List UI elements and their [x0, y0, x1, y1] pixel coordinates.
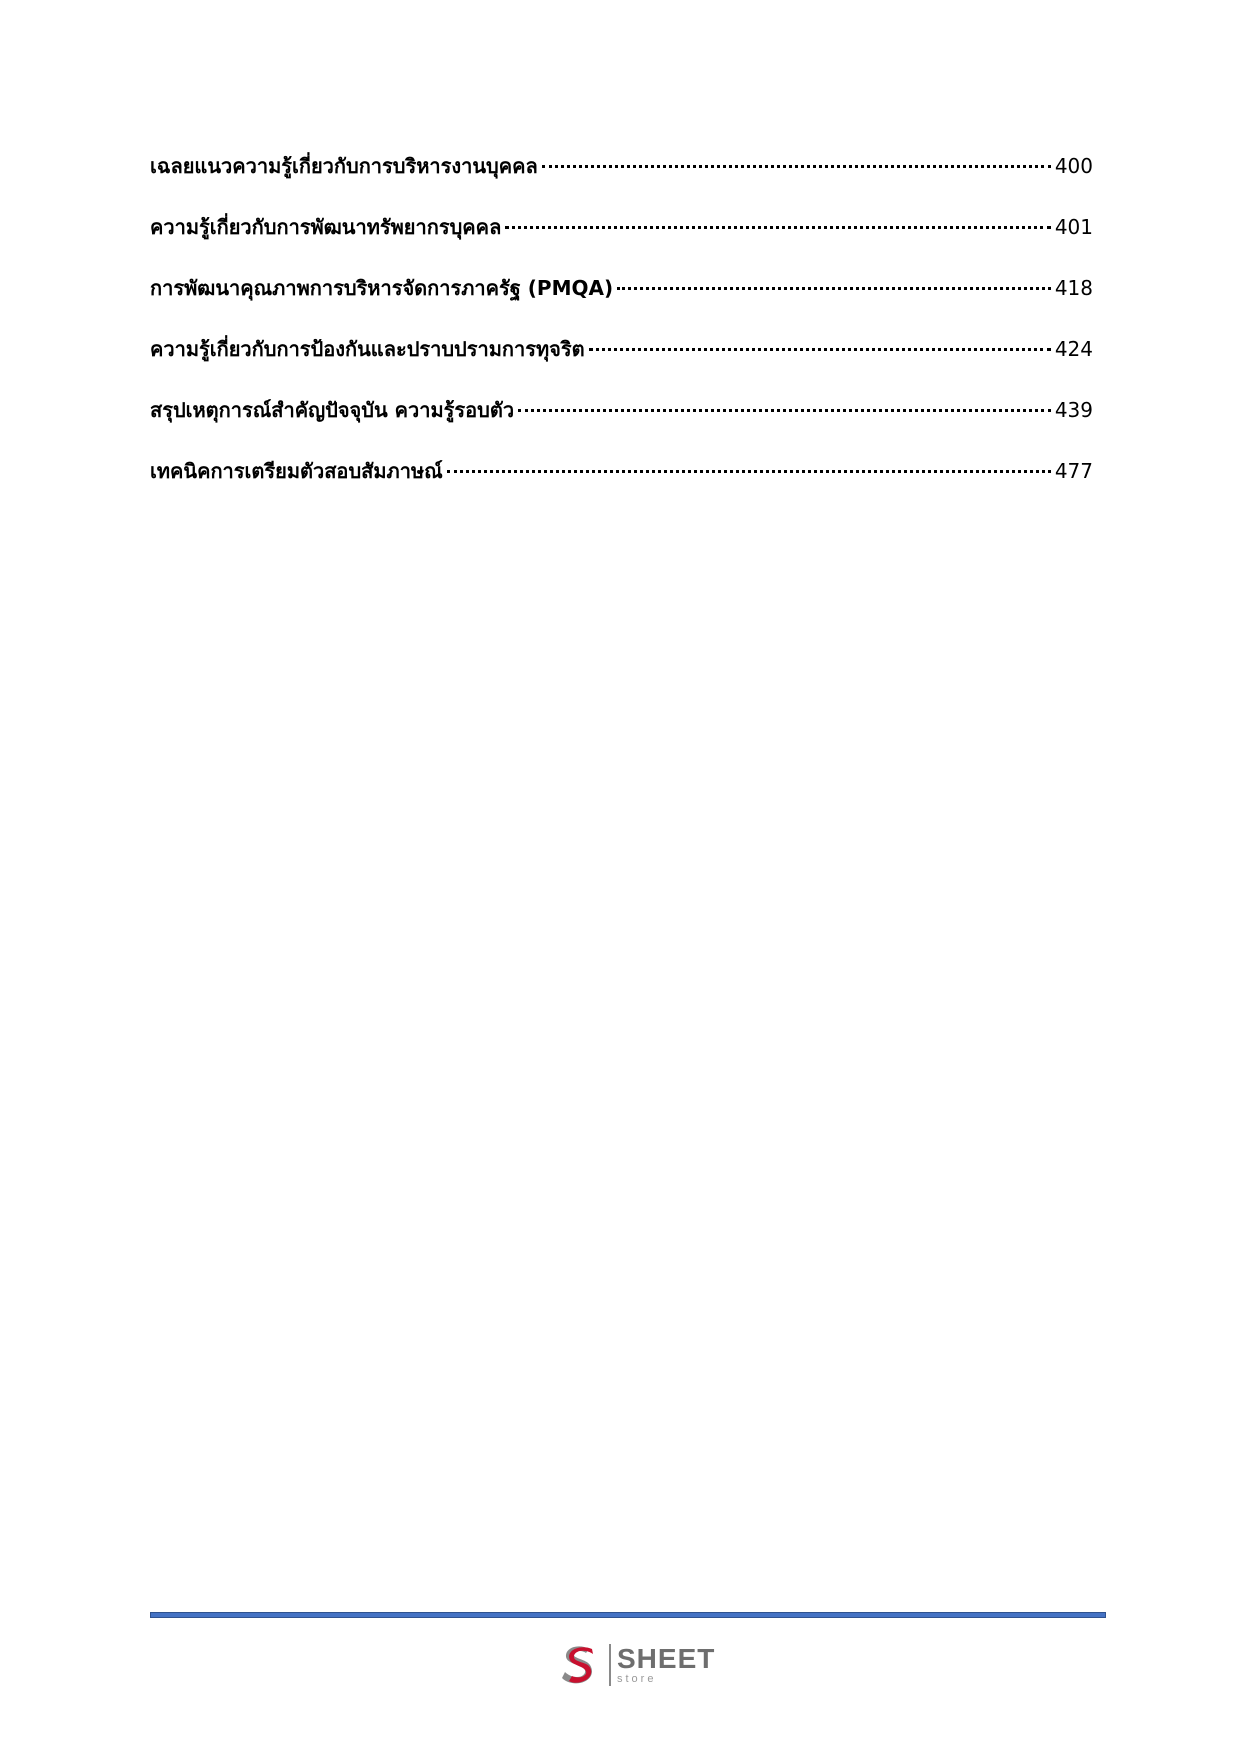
toc-entry-title: การพัฒนาคุณภาพการบริหารจัดการภาครัฐ (PMQA) — [150, 276, 614, 300]
toc-entry-page: 439 — [1054, 398, 1093, 422]
toc-entry-title: เทคนิคการเตรียมตัวสอบสัมภาษณ์ — [150, 459, 443, 483]
toc-entry[interactable] — [150, 333, 1093, 394]
toc-entry-title: ความรู้เกี่ยวกับการพัฒนาทรัพยากรบุคคล — [150, 215, 502, 239]
toc-entry[interactable] — [150, 394, 1093, 455]
toc-dot-leader — [505, 226, 1050, 229]
toc-entry[interactable] — [150, 150, 1093, 211]
toc-entry-title: ความรู้เกี่ยวกับการป้องกันและปราบปรามการทุจริต — [150, 337, 585, 361]
footer-rule — [150, 1612, 1106, 1618]
toc-entry-page: 400 — [1054, 154, 1093, 178]
toc-entry-title: เฉลยแนวความรู้เกี่ยวกับการบริหารงานบุคคล — [150, 154, 538, 178]
toc-entry[interactable] — [150, 455, 1093, 516]
toc-dot-leader — [447, 470, 1051, 473]
toc-entry[interactable] — [150, 211, 1093, 272]
toc-entry-page: 477 — [1054, 459, 1093, 483]
logo-subtext: store — [617, 1673, 657, 1685]
sheet-store-logo-icon — [555, 1640, 605, 1690]
toc-dot-leader — [518, 409, 1051, 412]
toc-entry-page: 401 — [1054, 215, 1093, 239]
logo-wordmark: SHEET — [617, 1643, 716, 1674]
toc-dot-leader — [589, 348, 1051, 351]
logo-divider — [609, 1644, 611, 1686]
table-of-contents — [150, 150, 1093, 516]
toc-entry[interactable] — [150, 272, 1093, 333]
sheet-store-logo — [555, 1637, 715, 1693]
toc-entry-title: สรุปเหตุการณ์สำคัญปัจจุบัน ความรู้รอบตัว — [150, 398, 515, 422]
toc-entry-page: 418 — [1054, 276, 1093, 300]
toc-dot-leader — [542, 165, 1051, 168]
logo-text — [617, 1645, 715, 1685]
toc-entry-page: 424 — [1054, 337, 1093, 361]
toc-dot-leader — [617, 287, 1051, 290]
